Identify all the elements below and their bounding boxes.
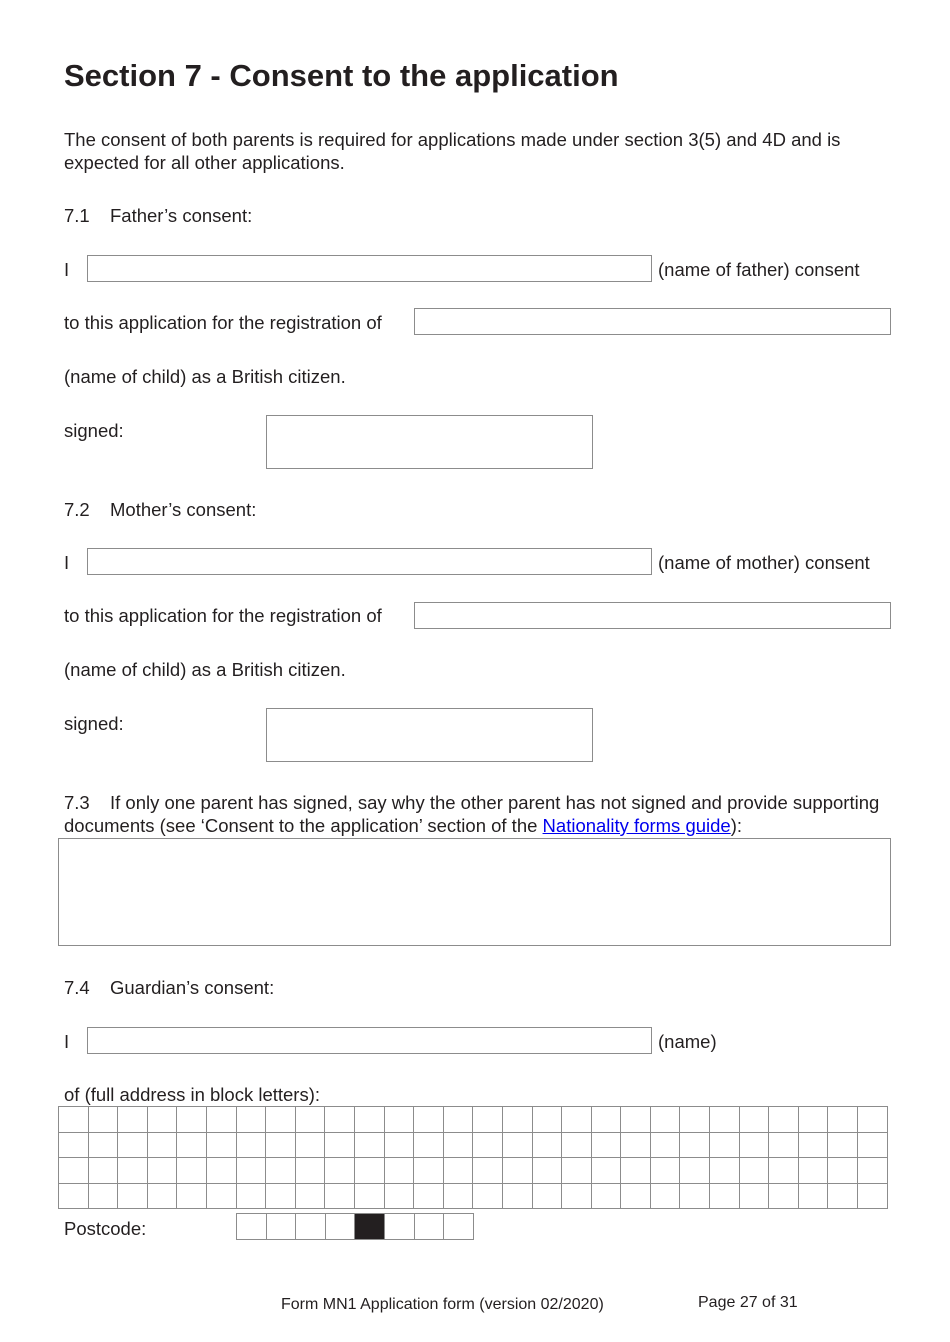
father-heading — [64, 204, 252, 227]
address-letter-cell[interactable] — [147, 1132, 177, 1158]
father-name-suffix: (name of father) consent — [658, 259, 860, 280]
address-letter-cell[interactable] — [88, 1158, 118, 1184]
intro-text: The consent of both parents is required for applications made under section 3(5) and 4D and is expected for all other applications. — [64, 129, 841, 173]
address-letter-cell[interactable] — [118, 1158, 148, 1184]
address-letter-cell[interactable] — [118, 1183, 148, 1209]
father-child-label: (name of child) as a British citizen. — [64, 366, 346, 387]
postcode-cell[interactable] — [325, 1214, 355, 1240]
address-letter-cell[interactable] — [739, 1183, 769, 1209]
mother-heading-text: Mother’s consent: — [110, 499, 257, 520]
address-letter-cell[interactable] — [591, 1183, 621, 1209]
address-letter-cell[interactable] — [295, 1132, 325, 1158]
address-letter-cell[interactable] — [206, 1107, 236, 1133]
address-letter-cell[interactable] — [147, 1183, 177, 1209]
address-letter-cell[interactable] — [414, 1107, 444, 1133]
address-letter-cell[interactable] — [325, 1183, 355, 1209]
address-letter-cell[interactable] — [266, 1107, 296, 1133]
father-i-label: I — [64, 259, 70, 280]
mother-signed-label: signed: — [64, 713, 124, 734]
address-letter-cell[interactable] — [177, 1158, 207, 1184]
address-letter-cell[interactable] — [562, 1107, 592, 1133]
address-letter-cell[interactable] — [769, 1158, 799, 1184]
address-letter-cell[interactable] — [236, 1107, 266, 1133]
address-letter-cell[interactable] — [266, 1132, 296, 1158]
mother-name-field[interactable] — [87, 548, 652, 575]
address-grid-row — [59, 1107, 888, 1133]
address-letter-cell[interactable] — [177, 1107, 207, 1133]
postcode-cell[interactable] — [266, 1214, 296, 1240]
address-letter-cell[interactable] — [650, 1183, 680, 1209]
address-letter-cell[interactable] — [591, 1132, 621, 1158]
address-letter-cell[interactable] — [206, 1183, 236, 1209]
address-letter-cell[interactable] — [562, 1183, 592, 1209]
postcode-cell[interactable] — [237, 1214, 267, 1240]
address-letter-cell[interactable] — [59, 1183, 89, 1209]
address-letter-cell[interactable] — [118, 1107, 148, 1133]
address-letter-cell[interactable] — [680, 1132, 710, 1158]
address-letter-cell[interactable] — [354, 1107, 384, 1133]
address-letter-cell[interactable] — [147, 1158, 177, 1184]
mother-signature-field[interactable] — [266, 708, 593, 762]
address-letter-cell[interactable] — [266, 1183, 296, 1209]
mother-name-suffix: (name of mother) consent — [658, 552, 870, 573]
postcode-cell[interactable] — [444, 1214, 474, 1240]
address-letter-cell[interactable] — [414, 1183, 444, 1209]
address-letter-cell[interactable] — [473, 1183, 503, 1209]
address-letter-cell[interactable] — [325, 1132, 355, 1158]
address-letter-cell[interactable] — [295, 1183, 325, 1209]
address-letter-cell[interactable] — [354, 1132, 384, 1158]
address-letter-cell[interactable] — [710, 1183, 740, 1209]
address-letter-cell[interactable] — [59, 1132, 89, 1158]
address-letter-cell[interactable] — [858, 1183, 888, 1209]
address-letter-cell[interactable] — [384, 1107, 414, 1133]
address-letter-cell[interactable] — [502, 1183, 532, 1209]
address-letter-cell[interactable] — [88, 1183, 118, 1209]
mother-registration-label: to this application for the registration of — [64, 605, 382, 626]
address-letter-cell[interactable] — [414, 1132, 444, 1158]
footer-form-label: Form MN1 Application form (version 02/2020) — [281, 1296, 604, 1313]
address-letter-cell[interactable] — [769, 1107, 799, 1133]
address-letter-cell[interactable] — [443, 1132, 473, 1158]
address-letter-cell[interactable] — [828, 1158, 858, 1184]
address-grid-row — [59, 1158, 888, 1184]
address-letter-cell[interactable] — [384, 1183, 414, 1209]
address-letter-cell[interactable] — [266, 1158, 296, 1184]
address-letter-cell[interactable] — [59, 1107, 89, 1133]
address-grid-row — [59, 1183, 888, 1209]
address-letter-cell[interactable] — [325, 1107, 355, 1133]
address-letter-cell[interactable] — [769, 1183, 799, 1209]
nationality-forms-guide-link[interactable]: Nationality forms guide — [542, 815, 731, 836]
address-letter-cell[interactable] — [443, 1183, 473, 1209]
address-letter-cell[interactable] — [591, 1158, 621, 1184]
father-number: 7.1 — [64, 205, 90, 226]
address-grid-row — [59, 1132, 888, 1158]
guardian-number: 7.4 — [64, 977, 90, 998]
address-letter-cell[interactable] — [147, 1107, 177, 1133]
address-letter-cell[interactable] — [739, 1132, 769, 1158]
father-child-name-field[interactable] — [414, 308, 891, 335]
address-letter-cell[interactable] — [502, 1107, 532, 1133]
mother-child-name-field[interactable] — [414, 602, 891, 629]
single-parent-reason-field[interactable] — [58, 838, 891, 946]
guardian-i-label: I — [64, 1031, 70, 1052]
father-name-field[interactable] — [87, 255, 652, 282]
address-letter-cell[interactable] — [206, 1158, 236, 1184]
address-letter-cell[interactable] — [177, 1183, 207, 1209]
address-letter-cell[interactable] — [680, 1158, 710, 1184]
address-letter-cell[interactable] — [858, 1132, 888, 1158]
guardian-heading — [64, 976, 274, 999]
single-parent-text: If only one parent has signed, say why the other parent has not signed and provide supporting documents (see ‘Consent to the application’ section of the — [64, 792, 880, 836]
address-letter-cell[interactable] — [650, 1158, 680, 1184]
address-letter-cell[interactable] — [680, 1183, 710, 1209]
address-letter-cell[interactable] — [354, 1183, 384, 1209]
address-letter-cell[interactable] — [798, 1107, 828, 1133]
address-letter-cell[interactable] — [562, 1158, 592, 1184]
address-letter-cell[interactable] — [798, 1132, 828, 1158]
address-letter-cell[interactable] — [621, 1132, 651, 1158]
postcode-cell[interactable] — [296, 1214, 326, 1240]
address-letter-cell[interactable] — [118, 1132, 148, 1158]
address-letter-cell[interactable] — [206, 1132, 236, 1158]
address-letter-cell[interactable] — [532, 1107, 562, 1133]
address-letter-cell[interactable] — [621, 1107, 651, 1133]
address-letter-cell[interactable] — [354, 1158, 384, 1184]
father-heading-text: Father’s consent: — [110, 205, 253, 226]
address-letter-cell[interactable] — [828, 1132, 858, 1158]
address-letter-cell[interactable] — [621, 1183, 651, 1209]
single-parent-question — [64, 791, 894, 837]
single-parent-number: 7.3 — [64, 792, 90, 813]
page-title: Section 7 - Consent to the application — [64, 58, 619, 93]
guardian-address-label: of (full address in block letters): — [64, 1084, 321, 1105]
address-letter-cell[interactable] — [650, 1107, 680, 1133]
address-letter-cell[interactable] — [739, 1158, 769, 1184]
address-letter-cell[interactable] — [414, 1158, 444, 1184]
guardian-heading-text: Guardian’s consent: — [110, 977, 275, 998]
address-letter-cell[interactable] — [502, 1158, 532, 1184]
footer-page-number: Page 27 of 31 — [698, 1294, 798, 1311]
address-letter-cell[interactable] — [443, 1158, 473, 1184]
address-letter-cell[interactable] — [769, 1132, 799, 1158]
address-letter-cell[interactable] — [621, 1158, 651, 1184]
address-letter-cell[interactable] — [710, 1158, 740, 1184]
postcode-label: Postcode: — [64, 1218, 147, 1239]
address-letter-cell[interactable] — [680, 1107, 710, 1133]
father-signed-label: signed: — [64, 420, 124, 441]
address-letter-cell[interactable] — [858, 1107, 888, 1133]
address-letter-cell[interactable] — [88, 1107, 118, 1133]
address-letter-cell[interactable] — [59, 1158, 89, 1184]
address-letter-cell[interactable] — [236, 1158, 266, 1184]
mother-number: 7.2 — [64, 499, 90, 520]
address-letter-cell[interactable] — [532, 1158, 562, 1184]
address-grid — [58, 1106, 888, 1209]
address-letter-cell[interactable] — [739, 1107, 769, 1133]
address-letter-cell[interactable] — [532, 1183, 562, 1209]
mother-child-label: (name of child) as a British citizen. — [64, 659, 346, 680]
address-letter-cell[interactable] — [650, 1132, 680, 1158]
address-letter-cell[interactable] — [295, 1158, 325, 1184]
address-letter-cell[interactable] — [443, 1107, 473, 1133]
postcode-separator — [355, 1214, 385, 1240]
address-letter-cell[interactable] — [473, 1132, 503, 1158]
mother-i-label: I — [64, 552, 70, 573]
address-letter-cell[interactable] — [295, 1107, 325, 1133]
address-letter-cell[interactable] — [177, 1132, 207, 1158]
address-letter-cell[interactable] — [591, 1107, 621, 1133]
postcode-grid — [236, 1213, 474, 1240]
single-parent-text-end: ): — [730, 815, 743, 836]
address-letter-cell[interactable] — [828, 1183, 858, 1209]
address-letter-cell[interactable] — [473, 1158, 503, 1184]
mother-heading — [64, 498, 256, 521]
guardian-name-field[interactable] — [87, 1027, 652, 1054]
address-letter-cell[interactable] — [502, 1132, 532, 1158]
father-registration-label: to this application for the registration of — [64, 312, 382, 333]
address-letter-cell[interactable] — [88, 1132, 118, 1158]
father-signature-field[interactable] — [266, 415, 593, 469]
address-letter-cell[interactable] — [236, 1132, 266, 1158]
address-letter-cell[interactable] — [532, 1132, 562, 1158]
address-letter-cell[interactable] — [710, 1132, 740, 1158]
address-letter-cell[interactable] — [236, 1183, 266, 1209]
address-letter-cell[interactable] — [798, 1158, 828, 1184]
address-letter-cell[interactable] — [562, 1132, 592, 1158]
address-letter-cell[interactable] — [325, 1158, 355, 1184]
address-letter-cell[interactable] — [384, 1158, 414, 1184]
address-letter-cell[interactable] — [384, 1132, 414, 1158]
postcode-cell[interactable] — [384, 1214, 414, 1240]
guardian-name-suffix: (name) — [658, 1031, 717, 1052]
address-letter-cell[interactable] — [828, 1107, 858, 1133]
postcode-cell[interactable] — [414, 1214, 444, 1240]
address-letter-cell[interactable] — [858, 1158, 888, 1184]
address-letter-cell[interactable] — [710, 1107, 740, 1133]
address-letter-cell[interactable] — [798, 1183, 828, 1209]
address-letter-cell[interactable] — [473, 1107, 503, 1133]
